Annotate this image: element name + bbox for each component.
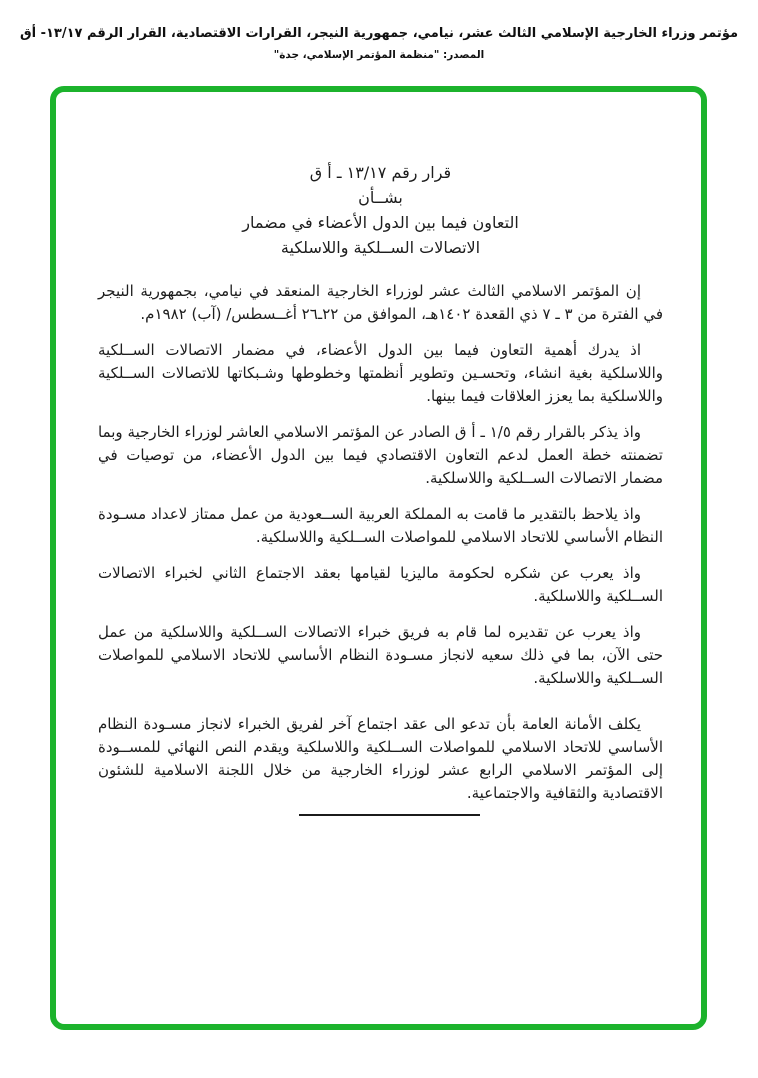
paragraph-thanking-malaysia: واذ يعرب عن شكره لحكومة ماليزيا لقيامها بعقد الاجتماع الثاني لخبراء الاتصالات الســلكية واللاسلكية. — [98, 564, 663, 605]
paragraph-preamble: إن المؤتمر الاسلامي الثالث عشر لوزراء الخارجية المنعقد في نيامي، بجمهورية النيجر في الفترة من ٣ ـ ٧ ذي القعدة ١٤٠٢هـ، الموافق من ٢٢ـ٢٦ أغــسطس/ (آب) ١٩٨٢م. — [98, 282, 663, 323]
paragraph-recalling-resolution: واذ يذكر بالقرار رقم ١/٥ ـ أ ق الصادر عن المؤتمر الاسلامي العاشر لوزراء الخارجية وبما تضمنته خطة العمل لدعم التعاون الاقتصادي فيما بين الدول الأعضاء، من توصيات في مضمار الاتصالات الســلكية واللاسلكية. — [98, 423, 663, 487]
document-content — [56, 92, 701, 805]
paragraph-appreciating-experts: واذ يعرب عن تقديره لما قام به فريق خبراء الاتصالات الســلكية واللاسلكية من عمل حتى الآن، بما في ذلك سعيه لانجاز مسـودة النظام الأساسي للاتحاد الاسلامي للمواصلات الســلكية واللاسلكية. — [98, 623, 663, 687]
conference-citation-header: مؤتمر وزراء الخارجية الإسلامي الثالث عشر، نيامي، جمهورية النيجر، القرارات الاقتصادية، القرار الرقم ١٣/١٧- أق — [19, 26, 739, 41]
resolution-number-line: قرار رقم ١٣/١٧ ـ أ ق — [309, 163, 452, 182]
resolution-regarding-line: بشــأن — [358, 188, 403, 207]
end-of-text-divider-line — [299, 814, 480, 816]
paragraph-operative-mandate: يكلف الأمانة العامة بأن تدعو الى عقد اجتماع آخر لفريق الخبراء لانجاز مسـودة النظام الأساسي للاتحاد الاسلامي للمواصلات الســلكية واللاسلكية ويقدم النص النهائي للمســودة إلى المؤتمر الاسلامي الرابع عشر لوزراء الخارجية من خلال اللجنة الاسلامية للشئون الاقتصادية والثقافية والاجتماعية. — [98, 715, 663, 802]
green-document-frame — [50, 86, 707, 1030]
resolution-subject-line-2: الاتصالات الســلكية واللاسلكية — [280, 238, 481, 257]
source-attribution-line: المصدر: "منظمة المؤتمر الإسلامي، جدة" — [273, 49, 485, 61]
resolution-body — [98, 280, 663, 805]
resolution-subject-line-1: التعاون فيما بين الدول الأعضاء في مضمار — [242, 213, 519, 232]
paragraph-noting-saudi-work: واذ يلاحظ بالتقدير ما قامت به المملكة العربية الســعودية من عمل ممتاز لاعداد مسـودة النظام الأساسي للاتحاد الاسلامي للمواصلات الســلكية واللاسلكية. — [98, 505, 663, 546]
resolution-title-block — [98, 160, 663, 260]
paragraph-recognizing-importance: اذ يدرك أهمية التعاون فيما بين الدول الأعضاء، في مضمار الاتصالات الســلكية واللاسلكية بغية انشاء، وتحسـين وتطوير أنظمتها وخطوطها وشـبكاتها للاتصالات الســلكية واللاسلكية بما يعزز العلاقات فيما بينها. — [98, 341, 663, 405]
